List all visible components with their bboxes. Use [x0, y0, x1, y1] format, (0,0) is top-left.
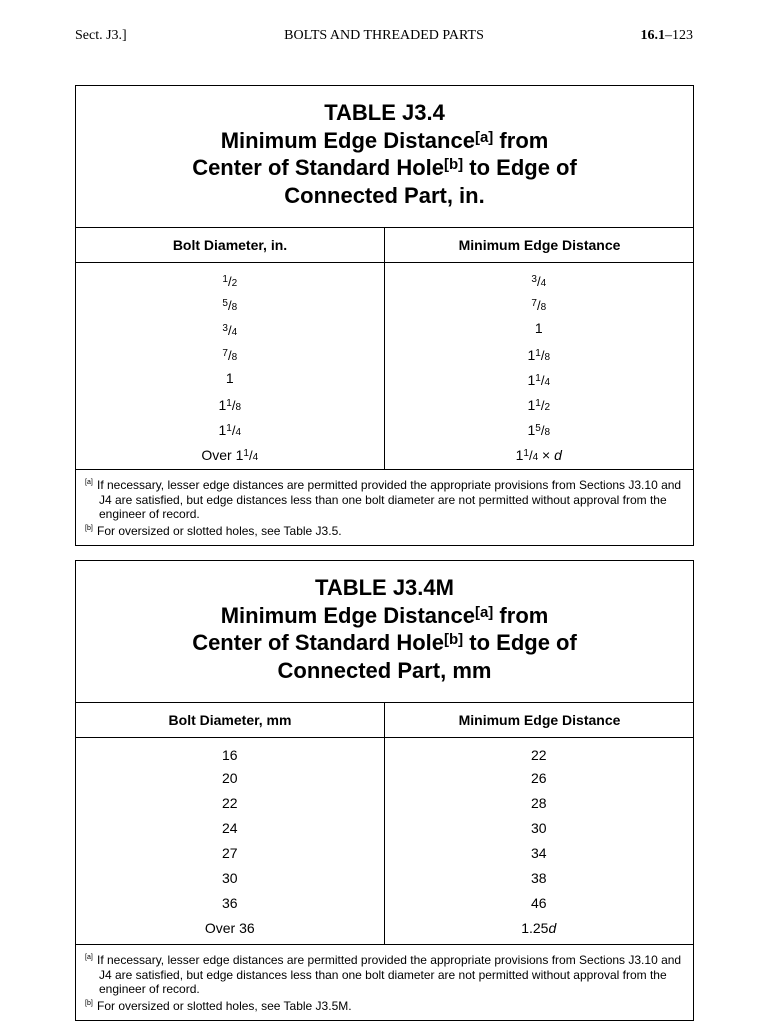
title-text: to Edge of	[463, 630, 577, 655]
footnote-ref-b: [b]	[444, 156, 464, 173]
table-cell: 7/8	[531, 298, 547, 313]
table-cell: 1	[225, 370, 234, 386]
table-cell: 11/8	[218, 397, 242, 413]
table-title-line	[76, 602, 693, 630]
table-title-line	[76, 154, 693, 182]
table-j3-4m	[75, 560, 694, 1021]
table-cell: 38	[530, 870, 547, 886]
table-cell: 3/4	[222, 323, 238, 338]
footnote-marker: [b]	[85, 524, 93, 532]
title-text: Center of Standard Hole	[192, 630, 444, 655]
footnote-text: If necessary, lesser edge distances are permitted provided the appropriate provisions from Sections J3.10 and J4 are satisfied, but edge distances less than one bolt diameter are not permitted without approval from the engineer of record.	[97, 478, 682, 521]
footnote-text: If necessary, lesser edge distances are permitted provided the appropriate provisions from Sections J3.10 and J4 are satisfied, but edge distances less than one bolt diameter are not permitted without approval from the engineer of record.	[97, 953, 682, 996]
table-cell: 3/4	[531, 274, 547, 289]
title-text: Center of Standard Hole	[192, 155, 444, 180]
column-header-edge-distance: Minimum Edge Distance	[458, 712, 621, 728]
running-header-section: Sect. J3.]	[75, 28, 127, 43]
footnote-ref-a: [a]	[474, 603, 494, 621]
footnote-text: For oversized or slotted holes, see Table J3.5M.	[97, 998, 352, 1013]
footnote-ref-b: [b]	[444, 631, 464, 648]
footnote-a	[85, 951, 684, 997]
table-cell: 11/2	[527, 397, 551, 413]
title-text: from	[493, 127, 549, 153]
table-cell: 28	[530, 795, 547, 811]
footnote-marker: [a]	[85, 954, 93, 961]
table-cell: 20	[221, 770, 238, 786]
footnote-marker: [a]	[85, 479, 93, 486]
running-header-title: BOLTS AND THREADED PARTS	[284, 28, 484, 43]
table-body	[76, 738, 693, 945]
table-title	[76, 561, 693, 703]
table-cell: 5/8	[222, 298, 238, 313]
table-cell: 22	[530, 747, 547, 763]
table-title-line: Connected Part, mm	[277, 657, 492, 683]
table-cell: 1.25d	[521, 920, 557, 936]
table-number: TABLE J3.4M	[315, 575, 454, 600]
footnote-b	[85, 522, 684, 539]
bolt-diameter-column	[76, 738, 385, 944]
table-cell: 11/4 × d	[515, 447, 562, 463]
table-cell: 34	[530, 845, 547, 861]
bolt-diameter-column	[76, 263, 385, 469]
table-cell: 11/4	[218, 422, 242, 438]
table-cell: Over 11/4	[201, 447, 259, 463]
title-text: Minimum Edge Distance	[220, 602, 475, 628]
table-cell: 1	[534, 320, 543, 336]
table-title	[76, 86, 693, 228]
table-cell: 1/2	[222, 274, 238, 289]
table-cell: 16	[221, 747, 238, 763]
table-title-line	[76, 127, 693, 155]
table-title-line	[76, 629, 693, 657]
title-text: Minimum Edge Distance	[220, 127, 475, 153]
footnote-text: For oversized or slotted holes, see Table J3.5.	[97, 523, 342, 538]
footnote-marker: [b]	[85, 999, 93, 1007]
table-cell: Over 36	[204, 920, 255, 936]
table-cell: 11/8	[527, 347, 551, 363]
table-notes	[76, 470, 693, 545]
table-cell: 46	[530, 895, 547, 911]
column-header-bolt-diameter: Bolt Diameter, in.	[76, 228, 385, 262]
table-notes	[76, 945, 693, 1020]
table-cell: 11/4	[527, 372, 551, 388]
page-number-suffix: –123	[665, 28, 693, 43]
table-body	[76, 263, 693, 470]
column-headers	[76, 228, 693, 263]
footnote-a	[85, 476, 684, 522]
edge-distance-column	[385, 263, 694, 469]
table-cell: 30	[221, 870, 238, 886]
footnote-b	[85, 997, 684, 1014]
table-cell: 26	[530, 770, 547, 786]
table-cell: 15/8	[527, 422, 551, 438]
table-cell: 27	[221, 845, 238, 861]
table-cell: 36	[221, 895, 238, 911]
title-text: to Edge of	[463, 155, 577, 180]
footnote-ref-a: [a]	[474, 128, 494, 146]
table-cell: 7/8	[222, 348, 238, 363]
column-header-bolt-diameter: Bolt Diameter, mm	[76, 703, 385, 737]
table-cell: 22	[221, 795, 238, 811]
table-j3-4	[75, 85, 694, 546]
table-title-line: Connected Part, in.	[284, 182, 485, 208]
column-header-edge-distance: Minimum Edge Distance	[458, 237, 621, 253]
page-number	[641, 28, 694, 44]
page-number-part: 16.1	[640, 28, 665, 43]
column-headers	[76, 703, 693, 738]
table-cell: 24	[221, 820, 238, 836]
title-text: from	[493, 602, 549, 628]
edge-distance-column	[385, 738, 694, 944]
table-cell: 30	[530, 820, 547, 836]
table-number: TABLE J3.4	[324, 100, 445, 125]
